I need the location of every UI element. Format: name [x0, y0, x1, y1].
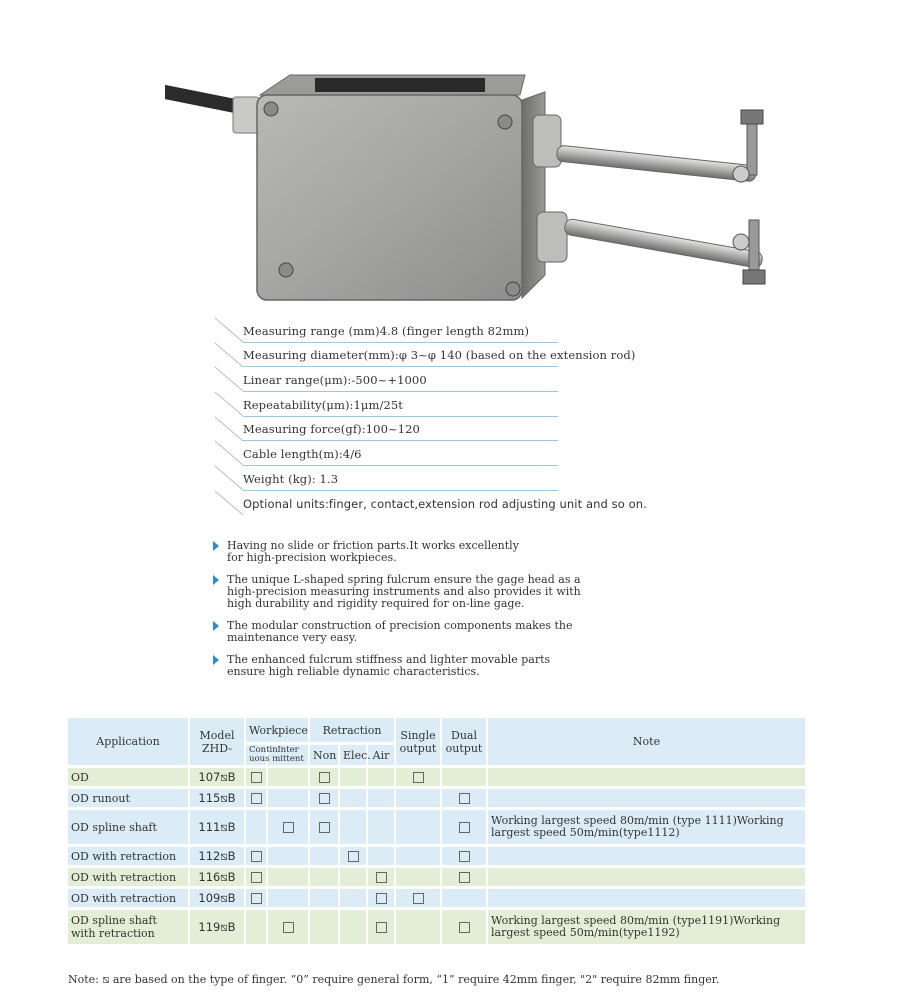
checkbox-icon	[459, 851, 470, 862]
cell-continuous	[246, 889, 268, 910]
cell-dual	[442, 889, 488, 910]
cell-single	[396, 910, 442, 947]
cell-single	[396, 789, 442, 810]
cell-continuous	[246, 847, 268, 868]
cell-air	[368, 889, 396, 910]
cell-note	[488, 789, 807, 810]
spec-line-decoration	[215, 343, 244, 367]
cell-note	[488, 889, 807, 910]
header-note: Note	[488, 718, 807, 768]
footnote: Note: ⧅ are based on the type of finger. “0” require general form, “1” require 42mm finger, "2" require 82mm finger.	[68, 973, 720, 986]
cell-note	[488, 847, 807, 868]
table-row	[68, 889, 807, 910]
header-application: Application	[68, 718, 190, 768]
cell-air	[368, 910, 396, 947]
checkbox-icon	[459, 872, 470, 883]
checkbox-icon	[459, 922, 470, 933]
table-row	[68, 810, 807, 847]
cell-elec	[340, 789, 368, 810]
cell-model: 111⧅B	[190, 810, 246, 847]
cell-intermittent	[268, 889, 310, 910]
cell-single	[396, 810, 442, 847]
feature-text: Having no slide or friction parts.It works excellently	[227, 539, 519, 552]
table-row	[68, 789, 807, 810]
feature-text: The unique L-shaped spring fulcrum ensure the gage head as a	[227, 573, 581, 586]
cell-application: OD spline shaft	[68, 810, 190, 847]
feature-list	[213, 540, 593, 688]
feature-text: high durability and rigidity required for on-line gage.	[227, 597, 525, 610]
cell-non	[310, 847, 340, 868]
spec-item	[215, 392, 635, 417]
cell-elec	[340, 889, 368, 910]
table-row	[68, 847, 807, 868]
cell-single	[396, 889, 442, 910]
cell-air	[368, 847, 396, 868]
feature-text: The enhanced fulcrum stiffness and lighter movable parts	[227, 653, 551, 666]
cell-single	[396, 868, 442, 889]
spec-text: Linear range(μm):-500~+1000	[243, 373, 427, 388]
spec-text: Optional units:finger, contact,extension rod adjusting unit and so on.	[243, 496, 647, 511]
cell-continuous	[246, 768, 268, 789]
cell-application: OD with retraction	[68, 889, 190, 910]
cell-intermittent	[268, 768, 310, 789]
header-model: Model ZHD-	[190, 718, 246, 768]
cell-elec	[340, 910, 368, 947]
cell-note: Working largest speed 80m/min (type1191)Working largest speed 50m/min(type1192)	[488, 910, 807, 947]
cell-dual	[442, 910, 488, 947]
header-retraction: Retraction	[310, 718, 396, 745]
cell-dual	[442, 847, 488, 868]
cell-non	[310, 810, 340, 847]
spec-list	[215, 318, 647, 516]
cell-continuous	[246, 868, 268, 889]
model-table	[68, 718, 807, 947]
checkbox-icon	[283, 922, 294, 933]
checkbox-icon	[283, 822, 294, 833]
bullet-triangle-icon	[213, 541, 219, 551]
product-image	[165, 70, 775, 310]
feature-text: The modular construction of precision components makes the	[227, 619, 573, 632]
bullet-triangle-icon	[213, 655, 219, 665]
cell-model: 112⧅B	[190, 847, 246, 868]
spec-item	[215, 367, 635, 392]
cell-dual	[442, 789, 488, 810]
cell-application: OD with retraction	[68, 868, 190, 889]
spec-line-decoration	[215, 466, 244, 490]
cell-single	[396, 768, 442, 789]
header-air: Air	[368, 745, 396, 768]
cell-air	[368, 810, 396, 847]
checkbox-icon	[251, 851, 262, 862]
checkbox-icon	[459, 793, 470, 804]
cell-dual	[442, 868, 488, 889]
cell-air	[368, 789, 396, 810]
feature-item	[213, 620, 593, 644]
cell-non	[310, 768, 340, 789]
feature-item	[213, 574, 593, 610]
spec-line-decoration	[215, 367, 244, 391]
header-single-output: Single output	[396, 718, 442, 768]
spec-line-decoration	[215, 441, 244, 465]
cell-dual	[442, 768, 488, 789]
cell-model: 109⧅B	[190, 889, 246, 910]
table-row	[68, 910, 807, 947]
cell-model: 107⧅B	[190, 768, 246, 789]
cell-model: 116⧅B	[190, 868, 246, 889]
header-workpiece: Workpiece	[246, 718, 310, 745]
cell-air	[368, 768, 396, 789]
checkbox-icon	[459, 822, 470, 833]
cell-elec	[340, 868, 368, 889]
bullet-triangle-icon	[213, 621, 219, 631]
cell-application: OD	[68, 768, 190, 789]
header-elec: Elec.	[340, 745, 368, 768]
cell-model: 119⧅B	[190, 910, 246, 947]
checkbox-icon	[413, 893, 424, 904]
cell-intermittent	[268, 910, 310, 947]
header-continuous: Contin uous	[246, 745, 268, 768]
cell-intermittent	[268, 868, 310, 889]
cell-non	[310, 889, 340, 910]
checkbox-icon	[251, 872, 262, 883]
spec-line-decoration	[215, 318, 244, 342]
spec-item	[215, 343, 635, 368]
feature-item	[213, 654, 593, 678]
spec-line-decoration	[215, 491, 244, 515]
checkbox-icon	[251, 893, 262, 904]
cell-application: OD with retraction	[68, 847, 190, 868]
cell-application: OD runout	[68, 789, 190, 810]
feature-text: ensure high reliable dynamic characteristics.	[227, 665, 480, 678]
cell-single	[396, 847, 442, 868]
spec-text: Cable length(m):4/6	[243, 447, 362, 462]
cell-application: OD spline shaft with retraction	[68, 910, 190, 947]
cell-intermittent	[268, 789, 310, 810]
checkbox-icon	[251, 793, 262, 804]
cell-note: Working largest speed 80m/min (type 1111)Working largest speed 50m/min(type1112)	[488, 810, 807, 847]
cell-continuous	[246, 789, 268, 810]
cell-model: 115⧅B	[190, 789, 246, 810]
checkbox-icon	[348, 851, 359, 862]
cell-intermittent	[268, 810, 310, 847]
cell-elec	[340, 810, 368, 847]
feature-text: maintenance very easy.	[227, 631, 358, 644]
checkbox-icon	[251, 772, 262, 783]
table-row	[68, 768, 807, 789]
checkbox-icon	[376, 872, 387, 883]
spec-text: Repeatability(μm):1μm/25t	[243, 397, 404, 412]
header-intermittent: Inter mittent	[268, 745, 310, 768]
spec-text: Measuring range (mm)4.8 (finger length 82mm)	[243, 323, 530, 338]
feature-text: for high-precision workpieces.	[227, 551, 397, 564]
checkbox-icon	[413, 772, 424, 783]
cell-air	[368, 868, 396, 889]
cell-non	[310, 868, 340, 889]
spec-line-decoration	[215, 417, 244, 441]
spec-text: Weight (kg): 1.3	[243, 471, 339, 486]
feature-text: high-precision measuring instruments and also provides it with	[227, 585, 581, 598]
checkbox-icon	[319, 822, 330, 833]
spec-item	[215, 466, 635, 491]
feature-item	[213, 540, 593, 564]
spec-item	[215, 491, 647, 516]
cell-note	[488, 868, 807, 889]
cell-non	[310, 789, 340, 810]
spec-item	[215, 441, 635, 466]
spec-text: Measuring diameter(mm):φ 3~φ 140 (based on the extension rod)	[243, 348, 636, 363]
checkbox-icon	[376, 893, 387, 904]
spec-item	[215, 417, 635, 442]
spec-item	[215, 318, 635, 343]
cell-continuous	[246, 910, 268, 947]
bullet-triangle-icon	[213, 575, 219, 585]
cell-intermittent	[268, 847, 310, 868]
table-row	[68, 868, 807, 889]
cell-elec	[340, 847, 368, 868]
cell-dual	[442, 810, 488, 847]
cell-elec	[340, 768, 368, 789]
cell-continuous	[246, 810, 268, 847]
cell-non	[310, 910, 340, 947]
header-dual-output: Dual output	[442, 718, 488, 768]
checkbox-icon	[376, 922, 387, 933]
checkbox-icon	[319, 793, 330, 804]
spec-line-decoration	[215, 392, 244, 416]
cell-note	[488, 768, 807, 789]
spec-text: Measuring force(gf):100~120	[243, 422, 420, 437]
header-non: Non	[310, 745, 340, 768]
checkbox-icon	[319, 772, 330, 783]
